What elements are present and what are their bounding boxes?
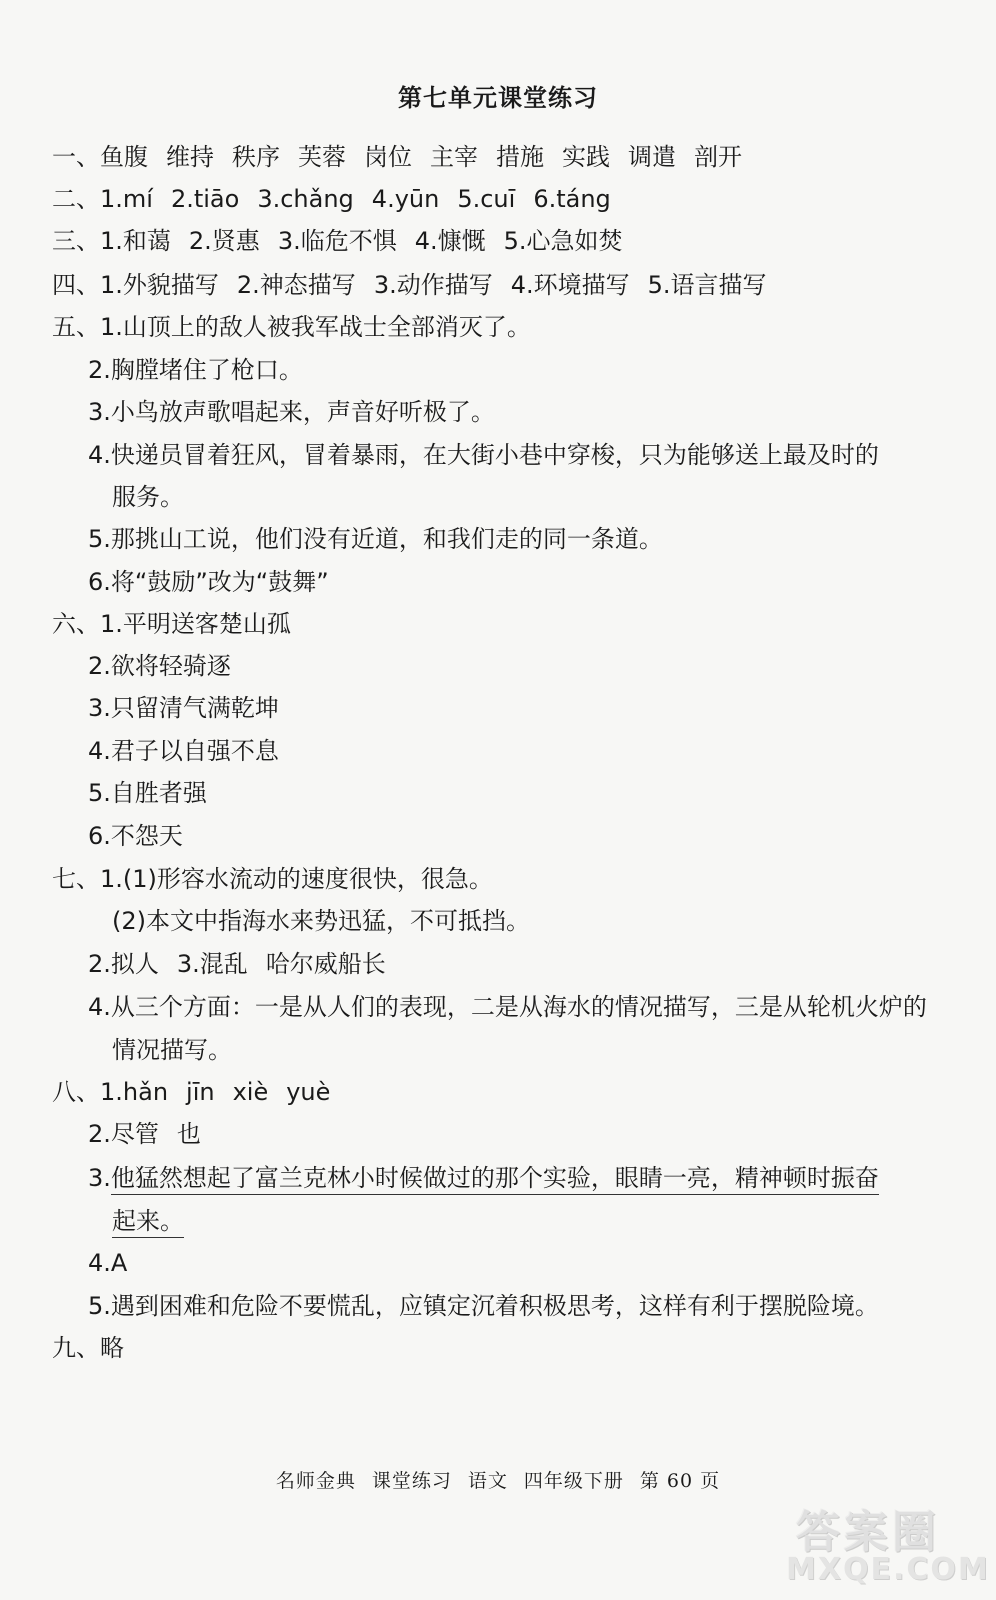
- answer-line: 4.快递员冒着狂风，冒着暴雨，在大街小巷中穿梭，只为能够送上最及时的: [88, 441, 879, 469]
- section-5: [52, 312, 531, 342]
- answer-line: 2.胸膛堵住了枪口。: [88, 356, 303, 384]
- answer-item: 2.神态描写: [236, 271, 356, 299]
- footer-subject: 语文: [467, 1470, 508, 1492]
- answer-item: 3.动作描写: [373, 271, 493, 299]
- answer-line: 4.君子以自强不息: [88, 737, 279, 765]
- answer-line: 3.只留清气满乾坤: [88, 694, 279, 722]
- answer-item: 4.慷慨: [414, 227, 486, 255]
- watermark-url: MXQE.COM: [786, 1552, 990, 1587]
- answer-word: 维持: [166, 143, 214, 171]
- answer-item: 5.心急如焚: [503, 227, 623, 255]
- answer-line: 情况描写。: [112, 1036, 232, 1064]
- answer-item: 3.chǎng: [257, 185, 354, 213]
- answer-line: 服务。: [112, 483, 184, 511]
- answer-item: 4.环境描写: [510, 271, 630, 299]
- answer-item: 3.临危不惧: [277, 227, 397, 255]
- section-label: 七、: [52, 865, 100, 893]
- answer-line: 3.小鸟放声歌唱起来，声音好听极了。: [88, 398, 495, 426]
- answer-line: [112, 1206, 184, 1236]
- section-2: [52, 184, 611, 214]
- answer-line: 5.自胜者强: [88, 779, 207, 807]
- footer-series: 课堂练习: [371, 1470, 452, 1492]
- answer-item: 3.混乱: [176, 950, 248, 978]
- answer-item: 6.táng: [533, 185, 611, 213]
- answer-item: 2.贤惠: [188, 227, 260, 255]
- underlined-sentence: 他猛然想起了富兰克林小时候做过的那个实验，眼睛一亮，精神顿时振奋: [111, 1164, 879, 1195]
- answer-word: 岗位: [364, 143, 412, 171]
- answer-word: 主宰: [430, 143, 478, 171]
- answer-item: 2.尽管: [88, 1120, 159, 1148]
- answer-line: 2.欲将轻骑逐: [88, 652, 231, 680]
- answer-item: 1.hǎn: [100, 1078, 169, 1106]
- answer-item: jīn: [186, 1078, 215, 1106]
- section-label: 五、: [52, 313, 100, 341]
- section-1: [52, 142, 742, 172]
- answer-item: 1.和蔼: [100, 227, 171, 255]
- section-3: [52, 226, 623, 256]
- section-label: 八、: [52, 1078, 100, 1106]
- answer-item: yuè: [286, 1078, 331, 1106]
- answer-line: [88, 1163, 879, 1193]
- section-label: 一、: [52, 143, 100, 171]
- answer-item: 2.tiāo: [170, 185, 240, 213]
- underlined-sentence-end: 起来。: [112, 1207, 184, 1238]
- section-label: 九、: [52, 1334, 100, 1362]
- answer-word: 鱼腹: [100, 143, 148, 171]
- section-7: [52, 864, 493, 894]
- answer-item: 1.mí: [100, 185, 153, 213]
- answer-word: 措施: [496, 143, 544, 171]
- answer-word: 实践: [562, 143, 610, 171]
- item-number: 3.: [88, 1164, 111, 1192]
- answer-line: 6.将“鼓励”改为“鼓舞”: [88, 568, 329, 596]
- answer-line: 略: [100, 1334, 124, 1362]
- answer-line: 6.不怨天: [88, 822, 183, 850]
- section-label: 四、: [52, 271, 100, 299]
- section-label: 二、: [52, 185, 100, 213]
- answer-word: 秩序: [232, 143, 280, 171]
- answer-line: 4.从三个方面：一是从人们的表现，二是从海水的情况描写，三是从轮机火炉的: [88, 993, 927, 1021]
- answer-item: 5.cuī: [457, 185, 516, 213]
- footer-grade: 四年级下册: [523, 1470, 624, 1492]
- section-label: 三、: [52, 227, 100, 255]
- section-label: 六、: [52, 610, 100, 638]
- answer-item: xiè: [232, 1078, 269, 1106]
- page-footer: [0, 1466, 996, 1493]
- answer-item: 1.外貌描写: [100, 271, 219, 299]
- section-8: [52, 1077, 330, 1107]
- answer-line: [88, 949, 386, 979]
- answer-line: 4.A: [88, 1249, 128, 1277]
- answer-item: 2.拟人: [88, 950, 159, 978]
- answer-word: 调遣: [628, 143, 676, 171]
- answer-item: 哈尔威船长: [265, 950, 386, 978]
- answer-line: 1.(1)形容水流动的速度很快，很急。: [100, 865, 493, 893]
- section-6: [52, 609, 291, 639]
- answer-line: 1.平明送客楚山孤: [100, 610, 291, 638]
- section-9: [52, 1333, 124, 1363]
- footer-page-number: 第 60 页: [639, 1470, 721, 1492]
- answer-line: 5.遇到困难和危险不要慌乱，应镇定沉着积极思考，这样有利于摆脱险境。: [88, 1292, 879, 1320]
- answer-word: 剖开: [694, 143, 742, 171]
- answer-item: 也: [176, 1120, 201, 1148]
- answer-line: 5.那挑山工说，他们没有近道，和我们走的同一条道。: [88, 525, 663, 553]
- answer-line: (2)本文中指海水来势迅猛，不可抵挡。: [112, 907, 530, 935]
- answer-item: 4.yūn: [371, 185, 440, 213]
- answer-item: 5.语言描写: [647, 271, 767, 299]
- watermark-logo: [786, 1496, 990, 1588]
- footer-book: 名师金典: [275, 1470, 356, 1492]
- answer-line: [88, 1119, 201, 1149]
- section-4: [52, 270, 767, 300]
- page-title: 第七单元课堂练习: [398, 84, 598, 112]
- answer-line: 1.山顶上的敌人被我军战士全部消灭了。: [100, 313, 531, 341]
- watermark-text: 答案圈: [796, 1507, 940, 1558]
- answer-word: 芙蓉: [298, 143, 346, 171]
